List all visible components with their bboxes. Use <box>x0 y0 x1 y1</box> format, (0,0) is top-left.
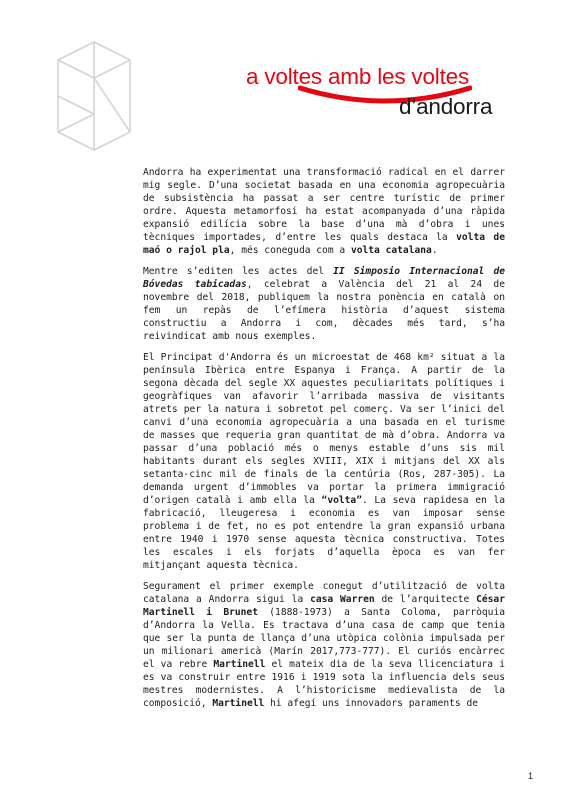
text-run: casa Warren <box>310 594 375 605</box>
header-title-line-2: d’andorra <box>399 94 493 119</box>
hexagon-outline-logo-icon <box>56 40 132 152</box>
text-run: hi afegí uns innovadors paraments de <box>264 698 479 709</box>
body-paragraph <box>143 265 505 343</box>
text-run: de l’arquitecte <box>374 594 477 605</box>
text-run: II Simposio Internacional de Bóvedas tabicadas <box>143 266 506 290</box>
text-run: “volta” <box>321 495 362 506</box>
text-run: Mentre s’editen les actes del <box>143 266 334 277</box>
text-run: César Martinell i Brunet <box>143 594 505 618</box>
text-run: Segurament el primer exemple conegut d’utilització de volta catalana a Andorra sigui la <box>143 581 505 605</box>
header-title-line-1: a voltes amb les voltes <box>246 64 470 89</box>
body-paragraph <box>143 351 505 572</box>
text-run: (1888-1973) a Santa Coloma, parròquia d’Andorra la Vella. Es tractava d’una casa de camp que tenia que ser la punta de llança d’una utòpica colònia impulsada per un milionari americà (Marín 2017,773-777). El curiós encàrrec el va rebre <box>143 607 505 670</box>
text-run: Andorra ha experimentat una transformació radical en el darrer mig segle. D’una societat basada en una economia agropecuària de subsistència ha passat a ser centre turístic de primer ordre. Aquesta metamorfosi ha estat acompanyada d’una ràpida expansió edilícia sobre la base d’una mà d’obra i unes tècniques importades, d’entre les quals destaca la <box>143 167 505 243</box>
text-run: . <box>431 245 438 256</box>
text-run: volta catalana <box>350 245 432 256</box>
text-run: . La seva rapidesa en la fabricació, lleugeresa i economia es van imposar sense problema i de fet, no es pot entendre la gran expansió urbana entre 1940 i 1970 sense aquesta tècnica constructiva. Totes les escales i els forjats d’aquella època es van fer mitjançant aquesta tècnica. <box>143 495 505 571</box>
text-run: El Principat d'Andorra és un microestat de 468 km² situat a la península Ibèrica entre Espanya i França. A partir de la segona dècada del segle XX aquestes peculiaritats polítiques i geogràfiques van afavorir l’arribada massiva de visitants atrets per la natura i sobretot pel comerç. Va ser l’inici del canvi d’una economia agropecuària a una basada en el turisme de masses que requeria gran quantitat de mà d’obra. Andorra va passar d’una població més o menys estable d’uns sis mil habitants durant els segles XVIII, XIX i mitjans del XX als setanta-cinc mil de finals de la centúria (Ros, 287-305). La demanda urgent d’immobles va portar la primera immigració d’origen català i amb ella la <box>143 352 505 506</box>
body-paragraph <box>143 580 505 710</box>
text-run: , celebrat a València del 21 al 24 de novembre del 2018, publiquem la nostra ponència en català on fem un repàs de l’efímera història d’aquest sistema constructiu a Andorra i com, dècades més tard, s’ha reivindicat amb nous exemples. <box>143 279 505 342</box>
text-run: , més coneguda com a <box>229 245 351 256</box>
text-run: Martinell <box>213 659 266 670</box>
text-run: volta de maó o rajol pla <box>143 232 505 256</box>
article-body <box>143 166 505 718</box>
body-paragraph <box>143 166 505 257</box>
text-run: el mateix dia de la seva llicenciatura i es va construir entre 1916 i 1919 sota la influencia dels seus mestres modernistes. A l’historicisme medievalista de la composició, <box>143 659 505 709</box>
text-run: Martinell <box>212 698 265 709</box>
page-number: 1 <box>527 771 533 781</box>
